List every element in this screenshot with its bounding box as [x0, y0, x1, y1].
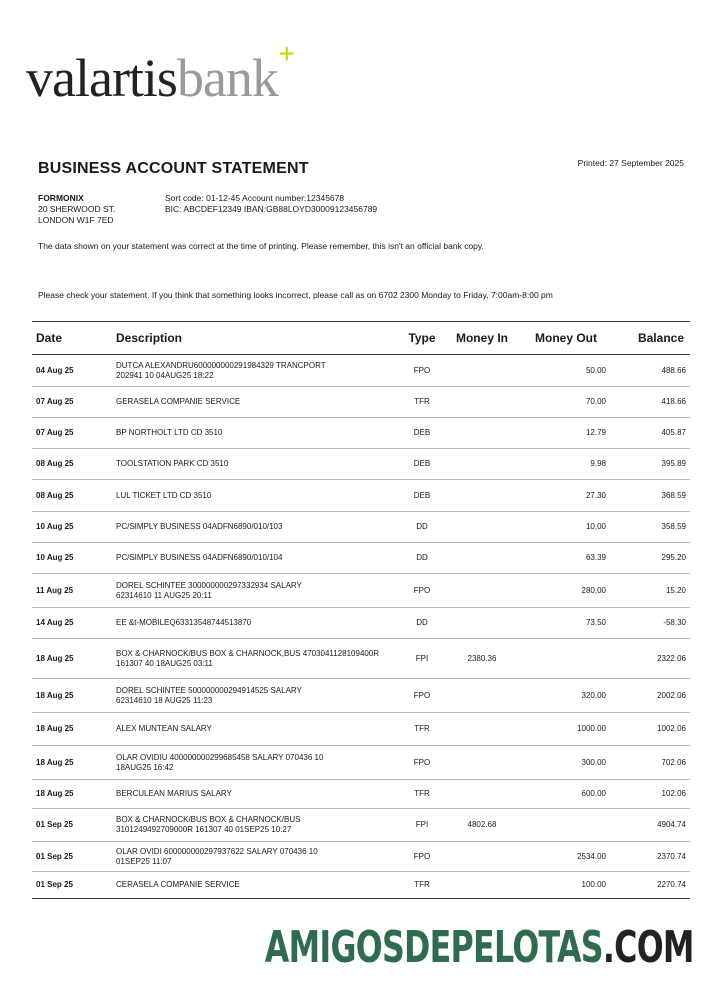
money-in-cell [442, 574, 522, 608]
date-cell: 07 Aug 25 [32, 387, 112, 418]
date-cell: 18 Aug 25 [32, 639, 112, 679]
logo-text-secondary: bank [176, 48, 278, 108]
description-line-2: 01SEP25 11:07 [116, 856, 172, 866]
table-row [32, 842, 690, 872]
transactions-table [32, 321, 690, 899]
table-row [32, 512, 690, 543]
balance-cell: 295.20 [610, 543, 690, 574]
bic-iban: BIC: ABCDEF12349 IBAN:GB88LOYD30009123456789 [165, 204, 378, 214]
table-row [32, 872, 690, 899]
type-cell: FPO [402, 574, 442, 608]
watermark-name: AMIGOSDEPELOTAS [265, 922, 604, 973]
money-out-cell [522, 809, 610, 842]
description-line-2: 3101249492709000R 161307 40 01SEP25 10:27 [116, 825, 292, 834]
money-out-cell: 600.00 [522, 780, 610, 809]
balance-cell: 15.20 [610, 574, 690, 608]
money-in-cell [442, 713, 522, 746]
type-cell: FPO [402, 746, 442, 780]
date-cell: 10 Aug 25 [32, 512, 112, 543]
balance-cell: 4904.74 [610, 809, 690, 842]
money-in-cell [442, 512, 522, 543]
type-cell: TFR [402, 387, 442, 418]
table-row [32, 713, 690, 746]
balance-cell: -58.30 [610, 608, 690, 639]
money-out-cell [522, 639, 610, 679]
date-cell: 04 Aug 25 [32, 355, 112, 387]
description-line-1: TOOLSTATION PARK CD 3510 [116, 459, 229, 468]
money-out-cell: 2534.00 [522, 842, 610, 872]
type-cell: TFR [402, 713, 442, 746]
description-cell [112, 809, 402, 842]
date-cell: 07 Aug 25 [32, 418, 112, 449]
balance-cell: 102.06 [610, 780, 690, 809]
date-cell: 01 Sep 25 [32, 809, 112, 842]
account-details [165, 193, 377, 215]
money-out-cell: 320.00 [522, 679, 610, 713]
description-cell [112, 449, 402, 480]
description-cell [112, 639, 402, 679]
description-cell [112, 608, 402, 639]
table-row [32, 780, 690, 809]
description-line-1: EE &t-MOBILEQ63313548744513870 [116, 618, 252, 627]
description-cell [112, 418, 402, 449]
type-cell: TFR [402, 780, 442, 809]
date-cell: 18 Aug 25 [32, 746, 112, 780]
money-in-cell [442, 543, 522, 574]
table-row [32, 387, 690, 418]
address-line-2: LONDON W1F 7ED [38, 215, 114, 225]
statement-title: BUSINESS ACCOUNT STATEMENT [38, 160, 309, 177]
sort-code-account-number: Sort code: 01-12-45 Account number:12345678 [165, 193, 345, 203]
customer-name: FORMONIX [38, 193, 84, 203]
bank-logo [26, 38, 294, 108]
description-cell [112, 679, 402, 713]
description-cell [112, 842, 402, 872]
money-out-cell: 10.00 [522, 512, 610, 543]
description-cell [112, 387, 402, 418]
table-row [32, 418, 690, 449]
description-line-1: OLAR OVIDI 600000000297937622 SALARY 070436 10 [116, 846, 318, 856]
money-out-cell: 73.50 [522, 608, 610, 639]
date-cell: 11 Aug 25 [32, 574, 112, 608]
money-in-cell [442, 679, 522, 713]
money-in-cell [442, 387, 522, 418]
money-out-cell: 63.39 [522, 543, 610, 574]
money-out-cell: 12.79 [522, 418, 610, 449]
type-cell: DEB [402, 449, 442, 480]
table-row [32, 355, 690, 387]
date-cell: 08 Aug 25 [32, 449, 112, 480]
money-out-cell: 50.00 [522, 355, 610, 387]
money-in-cell [442, 418, 522, 449]
balance-cell: 2370.74 [610, 842, 690, 872]
balance-cell: 405.87 [610, 418, 690, 449]
description-line-1: BERCULEAN MARIUS SALARY [116, 789, 232, 798]
printing-disclaimer: The data shown on your statement was correct at the time of printing. Please remember, this isn't an official bank copy. [38, 241, 484, 251]
money-in-cell [442, 872, 522, 899]
printed-date: Printed: 27 September 2025 [577, 158, 684, 168]
table-row [32, 480, 690, 512]
description-line-1: DOREL SCHINTEE 300000000297332934 SALARY [116, 580, 302, 590]
date-cell: 10 Aug 25 [32, 543, 112, 574]
table-header-row [32, 322, 690, 355]
type-cell: DD [402, 512, 442, 543]
balance-cell: 2322.06 [610, 639, 690, 679]
column-header-money-in: Money In [442, 322, 522, 355]
balance-cell: 368.59 [610, 480, 690, 512]
date-cell: 01 Sep 25 [32, 842, 112, 872]
description-line-1: PC/SIMPLY BUSINESS 04ADFN6890/010/103 [116, 522, 283, 531]
description-line-1: BOX & CHARNOCK/BUS BOX & CHARNOCK/BUS [116, 815, 301, 824]
transactions-body [32, 355, 690, 899]
money-out-cell: 1000.00 [522, 713, 610, 746]
table-row [32, 608, 690, 639]
column-header-description: Description [112, 322, 402, 355]
description-cell [112, 872, 402, 899]
description-cell [112, 543, 402, 574]
date-cell: 18 Aug 25 [32, 713, 112, 746]
table-row [32, 809, 690, 842]
type-cell: DD [402, 608, 442, 639]
description-cell [112, 480, 402, 512]
check-statement-note: Please check your statement. If you think that something looks incorrect, please call as on 6702 2300 Monday to Friday, 7:00am-8:00 pm [38, 290, 553, 300]
money-in-cell [442, 842, 522, 872]
type-cell: DEB [402, 480, 442, 512]
date-cell: 14 Aug 25 [32, 608, 112, 639]
table-row [32, 574, 690, 608]
money-out-cell: 280.00 [522, 574, 610, 608]
table-row [32, 449, 690, 480]
money-out-cell: 300.00 [522, 746, 610, 780]
address-line-1: 20 SHERWOOD ST. [38, 204, 116, 214]
balance-cell: 418.66 [610, 387, 690, 418]
description-line-2: 18AUG25 16:42 [116, 762, 174, 772]
balance-cell: 395.89 [610, 449, 690, 480]
watermark-domain: .COM [603, 922, 694, 973]
balance-cell: 358.59 [610, 512, 690, 543]
description-line-1: CERASELA COMPANIE SERVICE [116, 880, 240, 889]
description-line-2: 62314610 11 AUG25 20:11 [116, 590, 212, 600]
description-line-1: DUTCA ALEXANDRU600000000291984329 TRANCPORT [116, 360, 326, 370]
money-in-cell: 2380.36 [442, 639, 522, 679]
balance-cell: 1002.06 [610, 713, 690, 746]
description-line-1: BOX & CHARNOCK/BUS BOX & CHARNOCK,BUS 4703041128109400R [116, 648, 380, 658]
description-line-2: 202941 10 04AUG25 18:22 [116, 370, 214, 380]
date-cell: 08 Aug 25 [32, 480, 112, 512]
table-row [32, 679, 690, 713]
description-line-2: 161307 40 18AUG25 03:11 [116, 658, 213, 668]
column-header-money-out: Money Out [522, 322, 610, 355]
money-in-cell: 4802.68 [442, 809, 522, 842]
description-line-1: GERASELA COMPANIE SERVICE [116, 397, 241, 406]
column-header-date: Date [32, 322, 112, 355]
description-cell [112, 574, 402, 608]
type-cell: TFR [402, 872, 442, 899]
type-cell: FPI [402, 639, 442, 679]
table-row [32, 639, 690, 679]
column-header-type: Type [402, 322, 442, 355]
money-in-cell [442, 449, 522, 480]
description-cell [112, 512, 402, 543]
column-header-balance: Balance [610, 322, 690, 355]
type-cell: DEB [402, 418, 442, 449]
money-out-cell: 27.30 [522, 480, 610, 512]
description-cell [112, 746, 402, 780]
table-row [32, 746, 690, 780]
description-line-1: OLAR OVIDIU 400000000299685458 SALARY 070436 10 [116, 752, 324, 762]
money-in-cell [442, 746, 522, 780]
date-cell: 18 Aug 25 [32, 679, 112, 713]
money-in-cell [442, 780, 522, 809]
description-cell [112, 355, 402, 387]
money-in-cell [442, 608, 522, 639]
description-line-1: LUL TICKET LTD CD 3510 [116, 490, 212, 500]
date-cell: 01 Sep 25 [32, 872, 112, 899]
table-row [32, 543, 690, 574]
type-cell: DD [402, 543, 442, 574]
logo-text-primary: valartis [26, 48, 177, 108]
description-line-2: 62314610 18 AUG25 11:23 [116, 695, 213, 705]
money-out-cell: 100.00 [522, 872, 610, 899]
type-cell: FPO [402, 355, 442, 387]
balance-cell: 2270.74 [610, 872, 690, 899]
watermark [265, 922, 694, 973]
type-cell: FPO [402, 679, 442, 713]
balance-cell: 702.06 [610, 746, 690, 780]
description-line-1: PC/SIMPLY BUSINESS 04ADFN6890/010/104 [116, 553, 283, 562]
description-line-1: BP NORTHOLT LTD CD 3510 [116, 428, 223, 437]
logo-plus-icon: + [278, 38, 294, 69]
description-cell [112, 780, 402, 809]
money-out-cell: 70.00 [522, 387, 610, 418]
money-in-cell [442, 355, 522, 387]
money-out-cell: 9.98 [522, 449, 610, 480]
type-cell: FPI [402, 809, 442, 842]
balance-cell: 488.66 [610, 355, 690, 387]
customer-address [38, 193, 115, 226]
description-line-1: DOREL SCHINTEE 500000000294914525 SALARY [116, 685, 302, 695]
date-cell: 18 Aug 25 [32, 780, 112, 809]
balance-cell: 2002.06 [610, 679, 690, 713]
description-cell [112, 713, 402, 746]
money-in-cell [442, 480, 522, 512]
description-line-1: ALEX MUNTEAN SALARY [116, 724, 212, 733]
type-cell: FPO [402, 842, 442, 872]
